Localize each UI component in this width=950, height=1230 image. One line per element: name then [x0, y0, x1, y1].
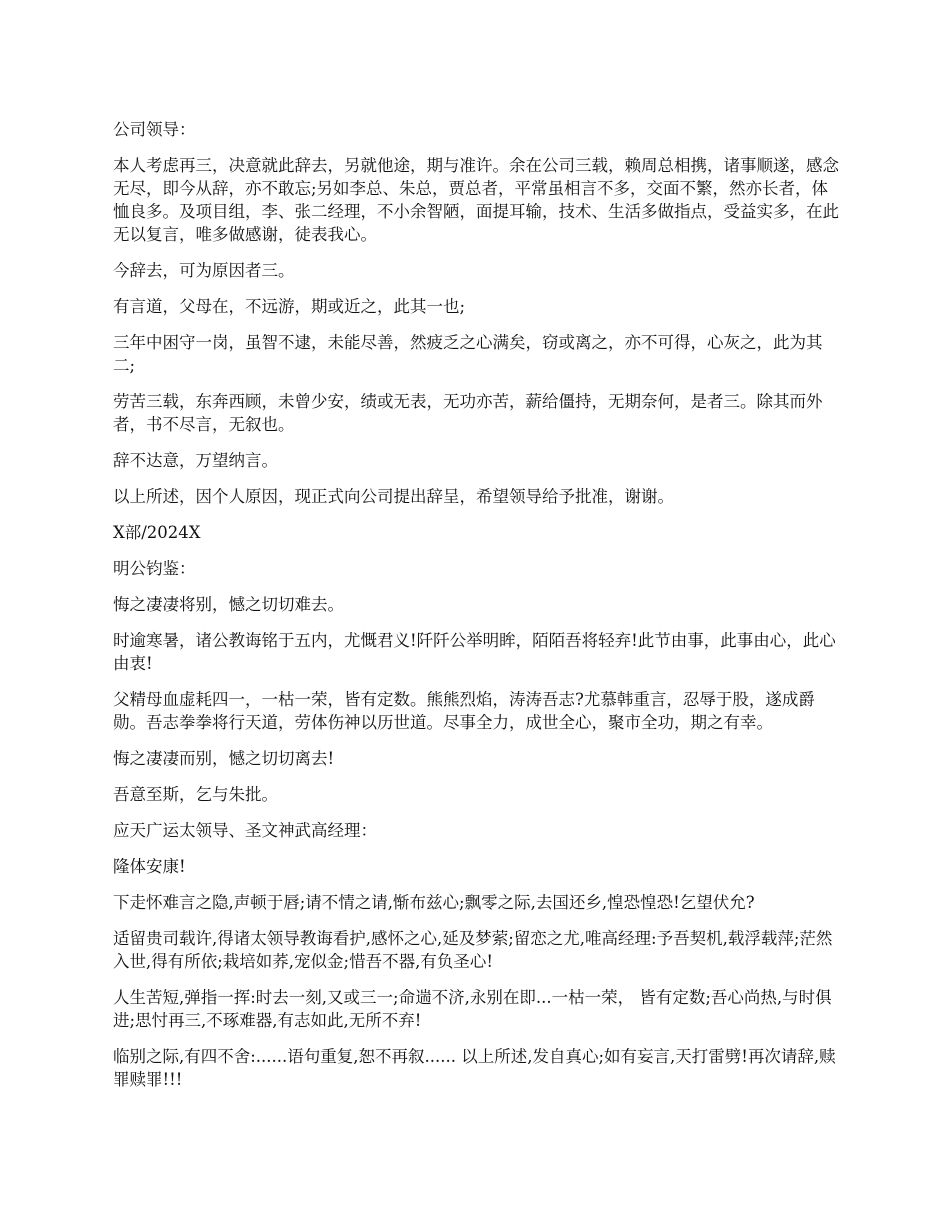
body-paragraph: 辞不达意，万望纳言。	[113, 451, 278, 470]
body-paragraph: 悔之凄凄而别，憾之切切离去!	[113, 749, 335, 768]
body-paragraph: 劳苦三载，东奔西顾，未曾少安，绩或无表，无功亦苦，薪给僵持，无期奈何，是者三。除其而外者，书不尽言，无叙也。	[113, 392, 823, 434]
body-paragraph: 隆体安康!	[113, 857, 186, 876]
body-paragraph: 吾意至斯，乞与朱批。	[113, 785, 278, 804]
body-paragraph: 本人考虑再三，决意就此辞去，另就他途，期与准许。余在公司三载，赖周总相携，诸事顺遂，感念无尽，即今从辞，亦不敢忘;另如李总、朱总，贾总者，平常虽相言不多，交面不繁，然亦长者，体恤良多。及项目组，李、张二经理，不小余智陋，面提耳输，技术、生活多做指点，受益实多，在此无以复言，唯多做感谢，徒表我心。	[113, 156, 839, 244]
body-paragraph: 今辞去，可为原因者三。	[113, 261, 295, 280]
salutation: 明公钧鉴：	[113, 559, 196, 578]
body-paragraph: 人生苦短,弹指一挥:时去一刻,又或三一;命遄不济,永别在即...一枯一荣， 皆有定数;吾心尚热,与时俱进;思忖再三,不琢难器,有志如此,无所不弃!	[113, 988, 832, 1030]
body-paragraph: 有言道，父母在，不远游，期或近之，此其一也;	[113, 297, 466, 316]
document-body	[113, 118, 843, 1104]
body-paragraph: 时逾寒暑，诸公教诲铭于五内，尤慨君义!阡阡公举明眸，陌陌吾将轻弃!此节由事，此事由心，此心由衷!	[113, 631, 836, 673]
body-paragraph: 以上所述，因个人原因，现正式向公司提出辞呈，希望领导给予批准，谢谢。	[113, 487, 674, 506]
signature-line: X部/2024X	[113, 523, 201, 542]
body-paragraph: 下走怀难言之隐,声顿于唇;请不情之请,惭布兹心;飘零之际,去国还乡,惶恐惶恐!乞望伏允?	[113, 893, 755, 912]
salutation: 应天广运太领导、圣文神武高经理：	[113, 821, 377, 840]
body-paragraph: 临别之际,有四不舍:......语句重复,恕不再叙...... 以上所述,发自真心;如有妄言,天打雷劈!再次请辞,赎罪赎罪!!!	[113, 1047, 836, 1089]
body-paragraph: 三年中困守一岗，虽智不逮，未能尽善，然疲乏之心满矣，窃或离之，亦不可得，心灰之，此为其二;	[113, 333, 823, 375]
body-paragraph: 父精母血虚耗四一，一枯一荣，皆有定数。熊熊烈焰，涛涛吾志?尤慕韩重言，忍辱于股，遂成爵勋。吾志拳拳将行天道，劳体伤神以历世道。尽事全力，成世全心，聚市全功，期之有幸。	[113, 690, 815, 732]
body-paragraph: 适留贵司载许,得诸太领导教诲看护,感怀之心,延及梦萦;留恋之尤,唯高经理:予吾契机,载浮载萍;茫然入世,得有所依;栽培如荞,宠似金;惜吾不器,有负圣心!	[113, 929, 833, 971]
body-paragraph: 悔之凄凄将别，憾之切切难去。	[113, 595, 344, 614]
salutation: 公司领导：	[113, 120, 196, 139]
